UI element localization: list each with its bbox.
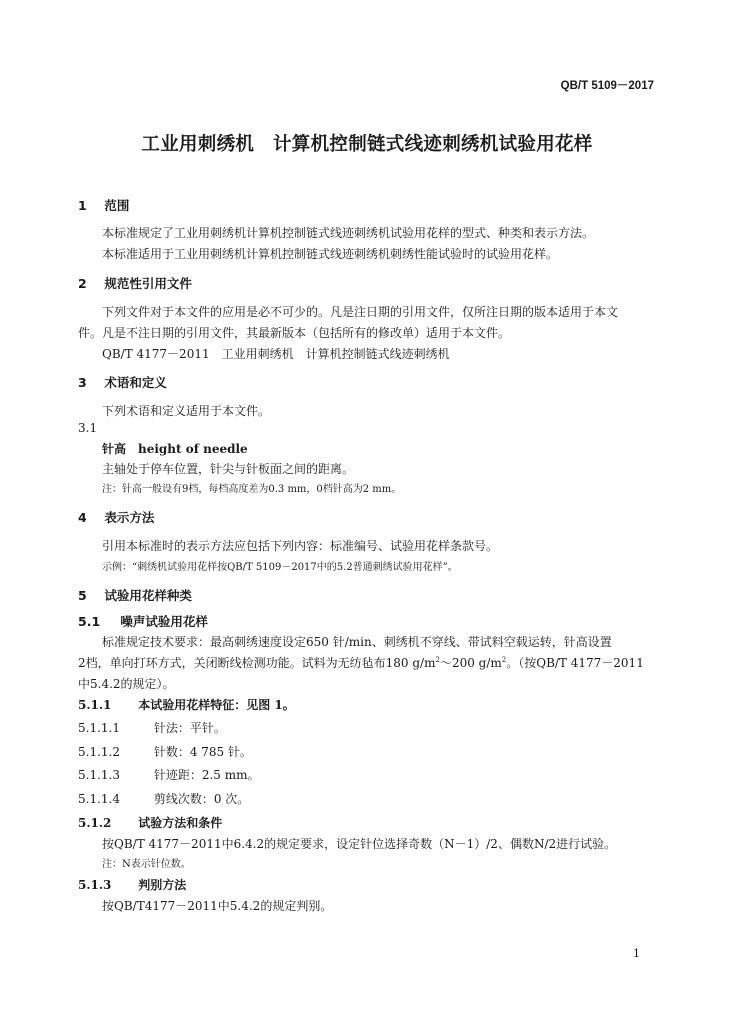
section-number: 5.1.2 xyxy=(78,816,112,830)
page-title: 工业用刺绣机 计算机控制链式线迹刺绣机试验用花样 xyxy=(141,134,593,155)
paragraph: 中5.4.2的规定）。 xyxy=(78,677,175,691)
item-number: 5.1.1.1 xyxy=(78,721,120,735)
paragraph: 件。凡是不注日期的引用文件，其最新版本（包括所有的修改单）适用于本文件。 xyxy=(78,326,511,340)
superscript: 2 xyxy=(435,656,440,664)
subsection-5-1-1-heading xyxy=(78,696,295,713)
section-number: 5.1.3 xyxy=(78,878,112,892)
section-5-heading xyxy=(78,586,192,604)
list-item xyxy=(78,719,226,736)
section-number: 4 xyxy=(78,510,87,525)
clause-number: 3.1 xyxy=(78,421,98,435)
term: 针高 height of needle xyxy=(102,442,248,456)
section-number: 5.1.1 xyxy=(78,698,112,712)
list-item xyxy=(78,743,252,760)
section-number: 5 xyxy=(78,588,87,603)
page-number: 1 xyxy=(633,947,640,960)
paragraph: 引用本标准时的表示方法应包括下列内容：标准编号、试验用花样条款号。 xyxy=(102,539,499,553)
item-number: 5.1.1.4 xyxy=(78,792,120,806)
section-title: 判别方法 xyxy=(138,878,187,892)
paragraph: 按QB/T 4177－2011中6.4.2的规定要求，设定针位选择奇数（N－1）/2、偶数N/2进行试验。 xyxy=(102,837,617,851)
standard-code: QB/T 5109－2017 xyxy=(560,80,654,92)
subsection-5-1-2-heading xyxy=(78,814,222,831)
section-title: 试验方法和条件 xyxy=(138,816,223,830)
item-text: 剪线次数：0 次。 xyxy=(153,792,250,806)
section-title: 表示方法 xyxy=(104,510,155,525)
superscript: 2 xyxy=(501,656,507,664)
paragraph xyxy=(78,654,644,671)
subsection-5-1-heading xyxy=(78,612,208,630)
section-number: 1 xyxy=(78,198,87,213)
item-number: 5.1.1.2 xyxy=(78,745,120,759)
definition: 主轴处于停车位置，针尖与针板面之间的距离。 xyxy=(102,462,355,476)
text-run: ～200 g/m xyxy=(439,656,502,670)
section-title: 范围 xyxy=(104,198,130,213)
section-title: 术语和定义 xyxy=(104,375,167,390)
list-item xyxy=(78,766,260,783)
section-title: 噪声试验用花样 xyxy=(120,614,208,629)
example: 示例：“刺绣机试验用花样按QB/T 5109－2017中的5.2普通刺绣试验用花样”。 xyxy=(102,562,458,573)
paragraph: 下列文件对于本文件的应用是必不可少的。凡是注日期的引用文件，仅所注日期的版本适用于本文 xyxy=(102,305,619,319)
text-run: 2档，单向打环方式，关闭断线检测功能。试料为无纺毡布180 g/m xyxy=(78,656,436,670)
section-title: 规范性引用文件 xyxy=(104,276,192,291)
subsection-5-1-3-heading xyxy=(78,876,186,893)
section-4-heading xyxy=(78,508,154,526)
section-3-heading xyxy=(78,373,167,391)
item-text: 针法：平针。 xyxy=(153,721,226,735)
paragraph: 本标准规定了工业用刺绣机计算机控制链式线迹刺绣机试验用花样的型式、种类和表示方法。 xyxy=(102,226,595,240)
section-number: 5.1 xyxy=(78,614,101,629)
section-title: 试验用花样种类 xyxy=(104,588,192,603)
note: 注：针高一般设有9档，每档高度差为0.3 mm，0档针高为2 mm。 xyxy=(102,484,402,495)
item-text: 针数：4 785 针。 xyxy=(153,745,252,759)
note: 注：N表示针位数。 xyxy=(102,859,191,870)
section-1-heading xyxy=(78,196,129,214)
reference-item: QB/T 4177－2011 工业用刺绣机 计算机控制链式线迹刺绣机 xyxy=(102,347,450,361)
paragraph: 按QB/T4177－2011中5.4.2的规定判别。 xyxy=(102,899,333,913)
item-number: 5.1.1.3 xyxy=(78,768,120,782)
paragraph: 标准规定技术要求：最高刺绣速度设定650 针/min、刺绣机不穿线、带试料空载运转，针高设置 xyxy=(102,635,612,649)
section-2-heading xyxy=(78,274,192,292)
paragraph: 本标准适用于工业用刺绣机计算机控制链式线迹刺绣机刺绣性能试验时的试验用花样。 xyxy=(102,247,559,261)
section-number: 2 xyxy=(78,276,87,291)
text-run: 。（按QB/T 4177－2011 xyxy=(506,656,644,670)
list-item xyxy=(78,790,249,807)
section-title: 本试验用花样特征：见图 1。 xyxy=(138,698,295,712)
item-text: 针迹距：2.5 mm。 xyxy=(153,768,260,782)
section-number: 3 xyxy=(78,375,87,390)
paragraph: 下列术语和定义适用于本文件。 xyxy=(102,404,271,418)
